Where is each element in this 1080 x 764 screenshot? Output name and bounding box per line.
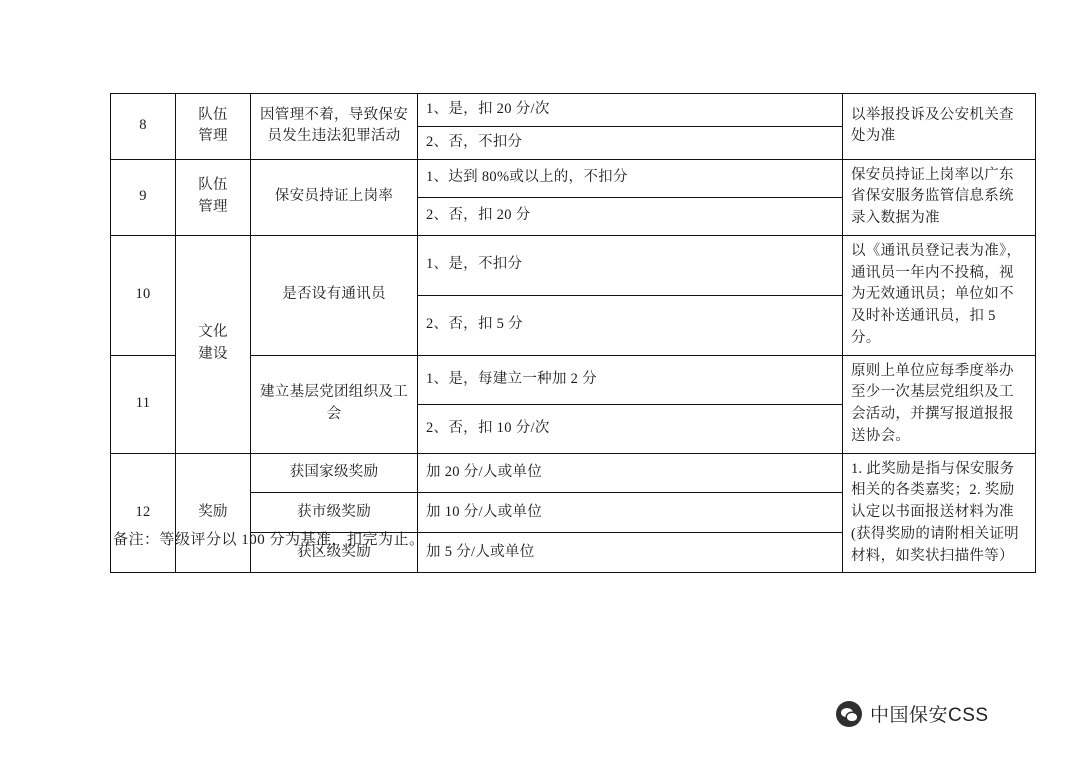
row-number-10: 10 bbox=[111, 235, 176, 355]
row-item-12-1: 获国家级奖励 bbox=[251, 453, 418, 493]
row-score-12-1: 加 20 分/人或单位 bbox=[418, 453, 843, 493]
row-number-8: 8 bbox=[111, 94, 176, 160]
row-item-9: 保安员持证上岗率 bbox=[251, 159, 418, 235]
row-item-11: 建立基层党团组织及工会 bbox=[251, 355, 418, 453]
table-remark: 备注：等级评分以 100 分为基准，扣完为止。 bbox=[113, 532, 425, 548]
row-score-11-2: 2、否，扣 10 分/次 bbox=[418, 404, 843, 453]
row-note-8: 以举报投诉及公安机关查处为准 bbox=[843, 94, 1036, 160]
table-row bbox=[111, 94, 1036, 127]
row-note-10: 以《通讯员登记表为准》，通讯员一年内不投稿，视为无效通讯员；单位如不及时补送通讯员，扣 5 分。 bbox=[843, 235, 1036, 355]
row-score-9-1: 1、达到 80%或以上的，不扣分 bbox=[418, 159, 843, 197]
table-row bbox=[111, 453, 1036, 493]
row-category-culture: 文化 建设 bbox=[176, 235, 251, 453]
row-category-9: 队伍 管理 bbox=[176, 159, 251, 235]
row-item-12-2: 获市级奖励 bbox=[251, 493, 418, 533]
row-note-9: 保安员持证上岗率以广东省保安服务监管信息系统录入数据为准 bbox=[843, 159, 1036, 235]
row-score-8-1: 1、是，扣 20 分/次 bbox=[418, 94, 843, 127]
row-score-12-3: 加 5 分/人或单位 bbox=[418, 533, 843, 573]
row-category-8: 队伍 管理 bbox=[176, 94, 251, 160]
row-score-8-2: 2、否，不扣分 bbox=[418, 126, 843, 159]
row-note-12: 1. 此奖励是指与保安服务相关的各类嘉奖；2. 奖励认定以书面报送材料为准(获得奖励的请附相关证明材料，如奖状扫描件等） bbox=[843, 453, 1036, 573]
row-number-12: 12 bbox=[111, 453, 176, 573]
wechat-icon bbox=[836, 701, 862, 727]
row-score-10-2: 2、否，扣 5 分 bbox=[418, 295, 843, 355]
row-note-11: 原则上单位应每季度举办至少一次基层党组织及工会活动，并撰写报道报报送协会。 bbox=[843, 355, 1036, 453]
table-row bbox=[111, 235, 1036, 295]
row-item-8: 因管理不着，导致保安员发生违法犯罪活动 bbox=[251, 94, 418, 160]
row-number-9: 9 bbox=[111, 159, 176, 235]
row-score-11-1: 1、是，每建立一种加 2 分 bbox=[418, 355, 843, 404]
row-item-10: 是否设有通讯员 bbox=[251, 235, 418, 355]
scoring-criteria-table bbox=[110, 93, 1036, 573]
footer-brand-label: 中国保安CSS bbox=[870, 705, 989, 726]
row-score-10-1: 1、是，不扣分 bbox=[418, 235, 843, 295]
row-score-9-2: 2、否，扣 20 分 bbox=[418, 197, 843, 235]
table-row bbox=[111, 159, 1036, 197]
row-item-12-3: 获区级奖励 bbox=[251, 533, 418, 573]
row-score-12-2: 加 10 分/人或单位 bbox=[418, 493, 843, 533]
row-number-11: 11 bbox=[111, 355, 176, 453]
row-category-award: 奖励 bbox=[176, 453, 251, 573]
footer-brand bbox=[836, 700, 989, 727]
